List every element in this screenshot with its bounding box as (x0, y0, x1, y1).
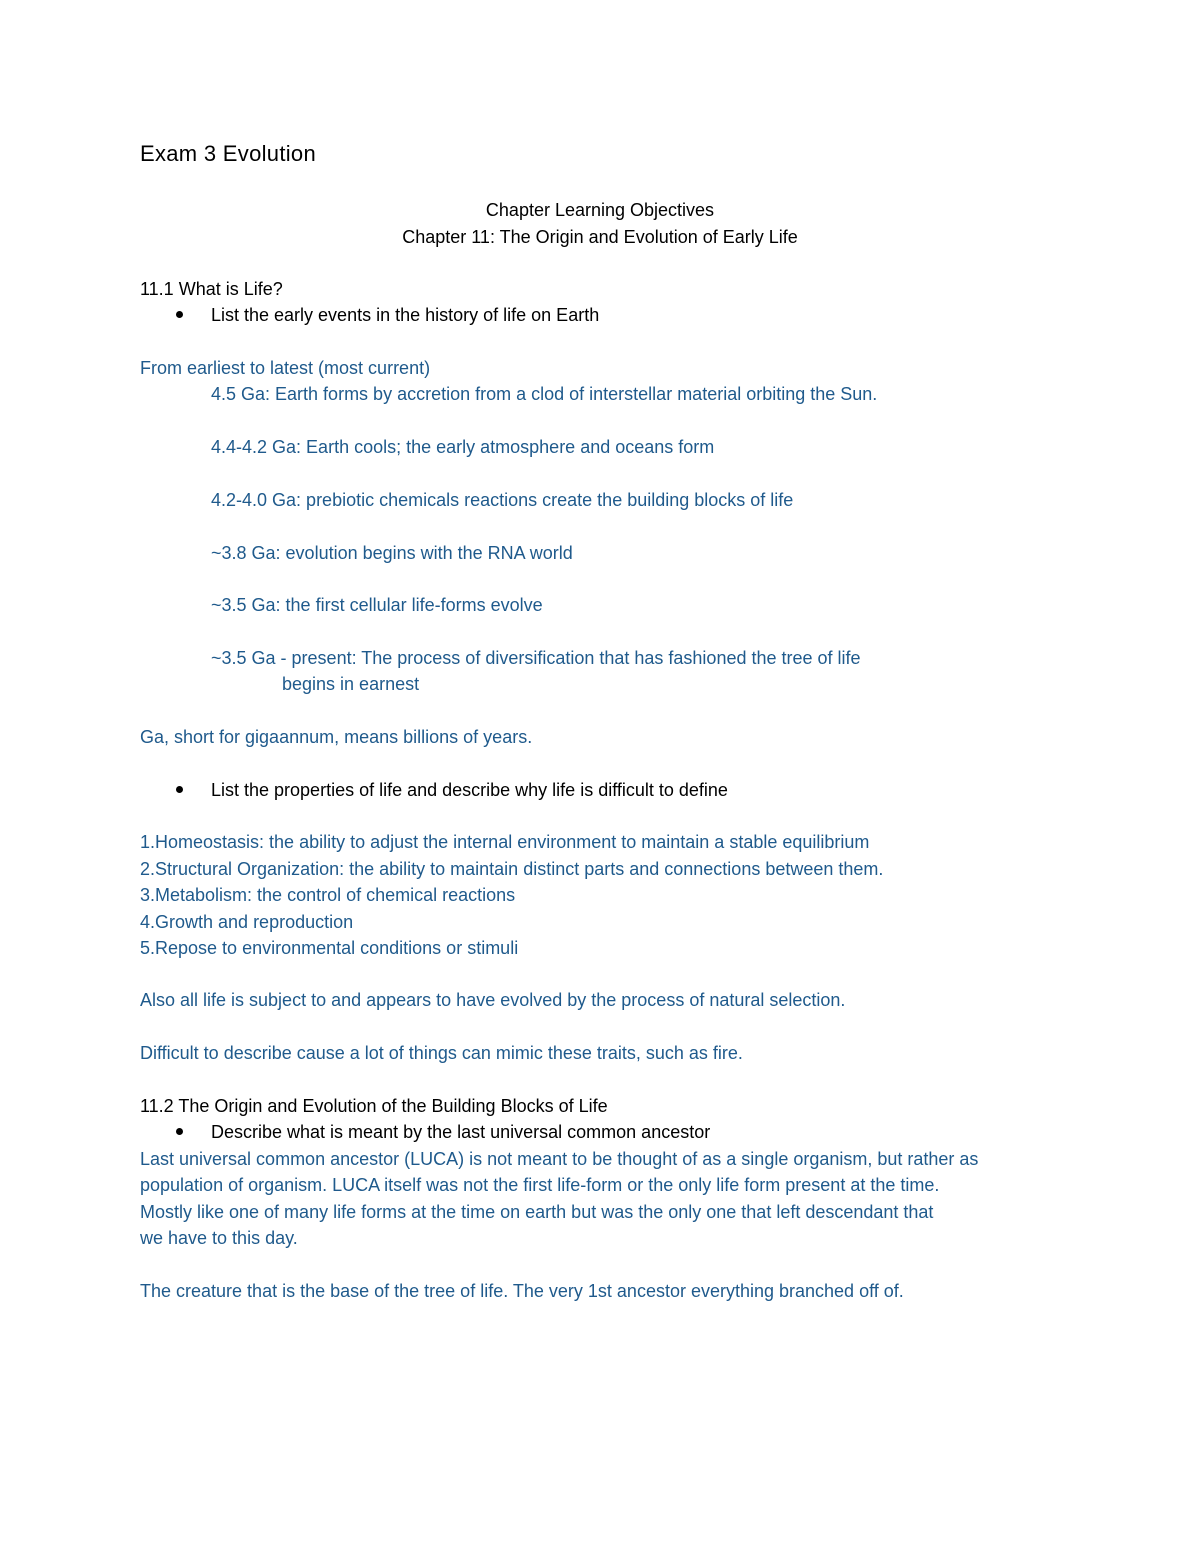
property-item: 5.Repose to environmental conditions or stimuli (140, 938, 519, 958)
event-item: 4.5 Ga: Earth forms by accretion from a clod of interstellar material orbiting the Sun. (211, 384, 878, 404)
section-11-1-heading: 11.1 What is Life? (140, 279, 283, 299)
document-title: Exam 3 Evolution (140, 141, 316, 166)
chapter-heading: Chapter 11: The Origin and Evolution of Early Life (402, 227, 798, 247)
event-item: 4.4-4.2 Ga: Earth cools; the early atmosphere and oceans form (211, 437, 715, 457)
property-item: 2.Structural Organization: the ability to maintain distinct parts and connections between them. (140, 859, 884, 879)
event-item: ~3.8 Ga: evolution begins with the RNA world (211, 543, 573, 563)
tree-base-note: The creature that is the base of the tree of life. The very 1st ancestor everything branched off of. (140, 1281, 904, 1301)
order-note: From earliest to latest (most current) (140, 358, 431, 378)
property-item: 3.Metabolism: the control of chemical reactions (140, 885, 516, 905)
objective-luca: Describe what is meant by the last universal common ancestor (211, 1122, 711, 1142)
luca-paragraph-line: Mostly like one of many life forms at the time on earth but was the only one that left descendant that (140, 1202, 934, 1222)
property-item: 4.Growth and reproduction (140, 912, 354, 932)
bullet-icon (176, 786, 183, 793)
difficult-note: Difficult to describe cause a lot of things can mimic these traits, such as fire. (140, 1043, 743, 1063)
property-item: 1.Homeostasis: the ability to adjust the internal environment to maintain a stable equilibrium (140, 832, 870, 852)
objective-properties: List the properties of life and describe why life is difficult to define (211, 780, 728, 800)
ga-definition: Ga, short for gigaannum, means billions of years. (140, 727, 533, 747)
natural-selection-note: Also all life is subject to and appears to have evolved by the process of natural selection. (140, 990, 846, 1010)
chapter-objectives-heading: Chapter Learning Objectives (485, 200, 715, 220)
objective-early-events: List the early events in the history of life on Earth (211, 305, 600, 325)
event-item: ~3.5 Ga: the first cellular life-forms evolve (211, 595, 543, 615)
bullet-icon (176, 311, 183, 318)
luca-paragraph-line: we have to this day. (140, 1228, 298, 1248)
section-11-2-heading: 11.2 The Origin and Evolution of the Building Blocks of Life (140, 1096, 608, 1116)
luca-paragraph-line: population of organism. LUCA itself was not the first life-form or the only life form present at the time. (140, 1175, 940, 1195)
luca-paragraph-line: Last universal common ancestor (LUCA) is not meant to be thought of as a single organism, but rather as (140, 1149, 979, 1169)
event-item: 4.2-4.0 Ga: prebiotic chemicals reactions create the building blocks of life (211, 490, 794, 510)
event-item: ~3.5 Ga - present: The process of diversification that has fashioned the tree of life (211, 648, 861, 668)
bullet-icon (176, 1128, 183, 1135)
event-item-continuation: begins in earnest (282, 674, 420, 694)
